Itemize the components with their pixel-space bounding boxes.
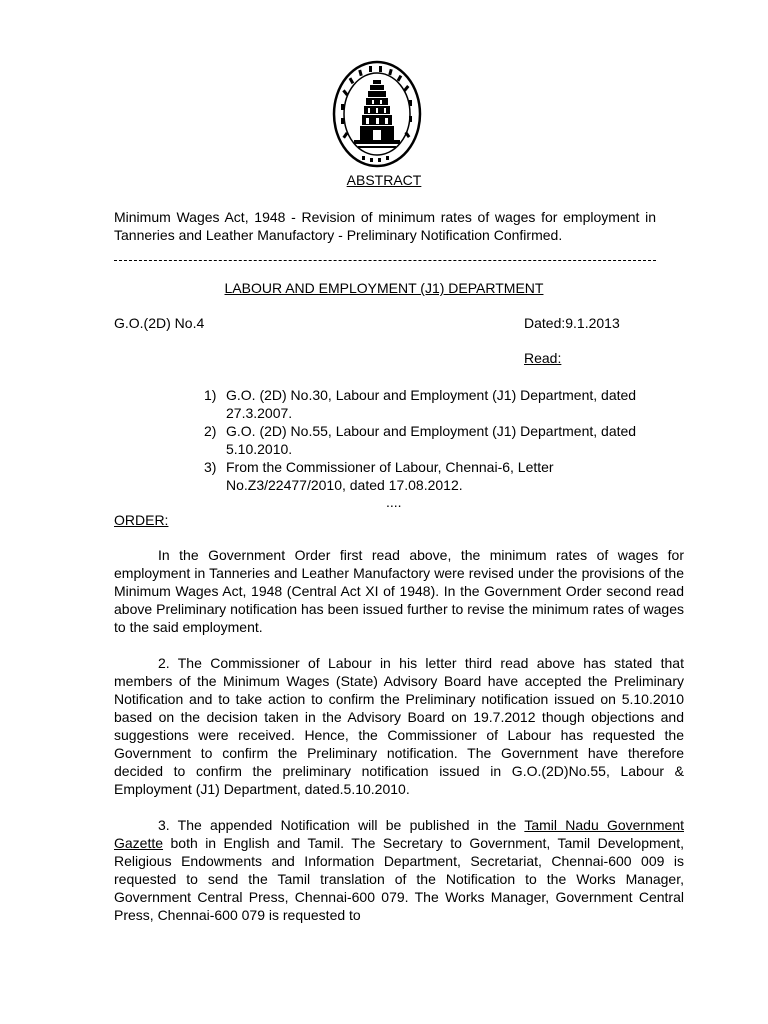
order-paragraph-2 (114, 654, 684, 798)
paragraph-3-text-start: 3. The appended Notification will be published in the (158, 817, 525, 833)
order-paragraph-1 (114, 546, 684, 636)
reference-text: G.O. (2D) No.55, Labour and Employment (J1) Department, dated 5.10.2010. (226, 423, 637, 457)
order-label: ORDER: (114, 512, 169, 528)
reference-item (204, 386, 644, 422)
paragraph-2-text: 2. The Commissioner of Labour in his letter third read above has stated that members of the Minimum Wages (State) Advisory Board have accepted the Preliminary Notification and to take action to confirm the Preliminary notification issued on 5.10.2010 based on the decision taken in the Advisory Board on 19.7.2012 though objections and suggestions were received. Hence, the Commissioner of Labour has requested the Government to confirm the Preliminary notification. The Government have therefore decided to confirm the preliminary notification issued in G.O.(2D)No.55, Labour & Employment (J1) Department, dated.5.10.2010. (114, 655, 684, 797)
reference-text: From the Commissioner of Labour, Chennai-6, Letter No.Z3/22477/2010, dated 17.08.2012. (226, 459, 554, 493)
tamil-nadu-emblem-icon (332, 60, 422, 168)
separator-dots: .... (386, 494, 402, 510)
department-heading: LABOUR AND EMPLOYMENT (J1) DEPARTMENT (224, 280, 544, 296)
reference-item (204, 458, 644, 494)
references-list (204, 386, 644, 494)
subject-text: Minimum Wages Act, 1948 - Revision of minimum rates of wages for employment in Tanneries and Leather Manufactory - Preliminary Notification Confirmed. (114, 209, 656, 243)
reference-item (204, 422, 644, 458)
reference-text: G.O. (2D) No.30, Labour and Employment (J1) Department, dated 27.3.2007. (226, 387, 637, 421)
paragraph-3-text-end: both in English and Tamil. The Secretary to Government, Tamil Development, Religious Endowments and Information Department, Secretariat, Chennai-600 009 is requested to send the Tamil translation of the Notification to the Works Manager, Government Central Press, Chennai-600 079. The Works Manager, Government Central Press, Chennai-600 079 is requested to (114, 835, 684, 923)
dashed-divider (114, 260, 656, 261)
order-paragraph-3 (114, 816, 684, 924)
reference-number: 1) (204, 387, 217, 403)
read-label: Read: (524, 350, 562, 366)
go-number: G.O.(2D) No.4 (114, 315, 205, 331)
paragraph-1-text: In the Government Order first read above, the minimum rates of wages for employment in Tanneries and Leather Manufactory were revised under the provisions of the Minimum Wages Act, 1948 (Central Act XI of 1948). In the Government Order second read above Preliminary notification has been issued further to revise the minimum rates of wages to the said employment. (114, 547, 684, 635)
go-date: Dated:9.1.2013 (524, 315, 620, 331)
abstract-title: ABSTRACT (346, 172, 422, 188)
reference-number: 3) (204, 459, 217, 475)
gazette-name: Tamil Nadu Government Gazette (114, 817, 685, 851)
reference-number: 2) (204, 423, 217, 439)
